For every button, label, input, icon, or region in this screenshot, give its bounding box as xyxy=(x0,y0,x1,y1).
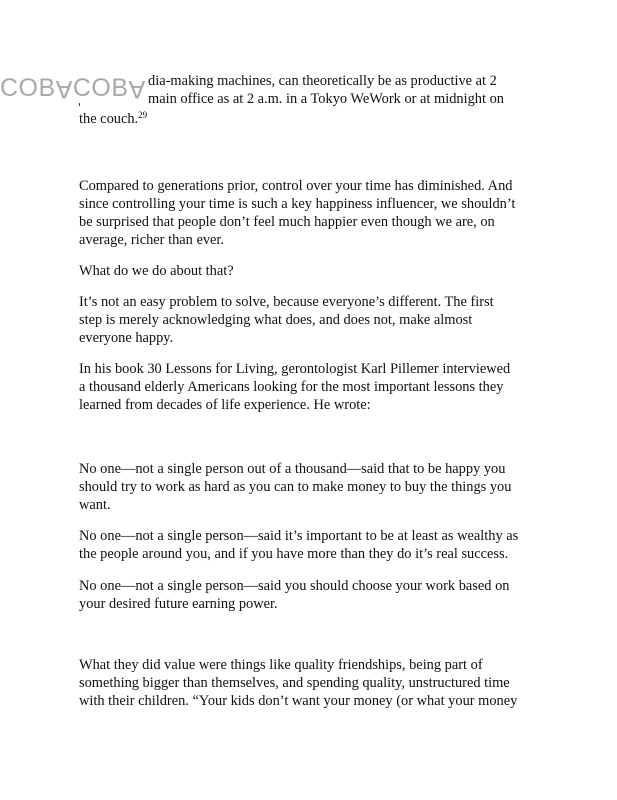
intro-lines xyxy=(148,72,504,108)
quote-line: want. xyxy=(79,497,111,513)
quote-line: No one—not a single person—said you should choose your work based on xyxy=(79,578,510,594)
quote-three xyxy=(79,577,509,613)
paragraph-value xyxy=(79,656,517,710)
paragraph-book xyxy=(79,360,510,414)
quote-line: No one—not a single person—said it’s important to be at least as wealthy as xyxy=(79,528,519,544)
quote-two xyxy=(79,527,518,563)
intro-line-3-text: the couch. xyxy=(79,111,139,127)
paragraph-problem xyxy=(79,293,494,347)
paragraph-line: everyone happy. xyxy=(79,330,174,346)
paragraph-line: step is merely acknowledging what does, and does not, make almost xyxy=(79,312,473,328)
paragraph-control xyxy=(79,177,515,249)
intro-end xyxy=(79,110,147,128)
quote-line: No one—not a single person out of a thousand—said that to be happy you xyxy=(79,461,506,477)
quote-line: should try to work as hard as you can to make money to buy the things you xyxy=(79,479,512,495)
watermark-glyph-1: A xyxy=(55,75,73,103)
paragraph-line: something bigger than themselves, and spending quality, unstructured time xyxy=(79,675,510,691)
paragraph-line: Compared to generations prior, control over your time has diminished. And xyxy=(79,178,513,194)
paragraph-line: learned from decades of life experience. He wrote: xyxy=(79,397,371,413)
paragraph-line: average, richer than ever. xyxy=(79,232,225,248)
paragraph-line: What do we do about that? xyxy=(79,263,234,279)
intro-line-1: dia-making machines, can theoretically be as productive at 2 xyxy=(148,73,497,89)
paragraph-line: since controlling your time is such a key happiness influencer, we shouldn’t xyxy=(79,196,516,212)
paragraph-line: In his book 30 Lessons for Living, gerontologist Karl Pillemer interviewed xyxy=(79,361,511,377)
quote-line: your desired future earning power. xyxy=(79,596,278,612)
footnote-marker[interactable]: 29 xyxy=(138,110,148,120)
quote-line: the people around you, and if you have more than they do it’s real success. xyxy=(79,546,509,562)
intro-line-3 xyxy=(79,110,147,128)
paragraph-line: a thousand elderly Americans looking for the most important lessons they xyxy=(79,379,504,395)
stray-mark xyxy=(79,103,80,106)
paragraph-line: What they did value were things like quality friendships, being part of xyxy=(79,657,483,673)
paragraph-line: with their children. “Your kids don’t want your money (or what your money xyxy=(79,693,518,709)
quote-one xyxy=(79,460,511,514)
watermark-text-1: COB xyxy=(0,74,56,102)
watermark-glyph-2: A xyxy=(128,75,146,103)
watermark-text-2: COB xyxy=(72,74,129,102)
watermark-logo xyxy=(0,76,146,101)
paragraph-question xyxy=(79,262,234,280)
paragraph-line: be surprised that people don’t feel much happier even though we are, on xyxy=(79,214,495,230)
intro-line-2: main office as at 2 a.m. in a Tokyo WeWork or at midnight on xyxy=(148,91,504,107)
paragraph-line: It’s not an easy problem to solve, because everyone’s different. The first xyxy=(79,294,494,310)
